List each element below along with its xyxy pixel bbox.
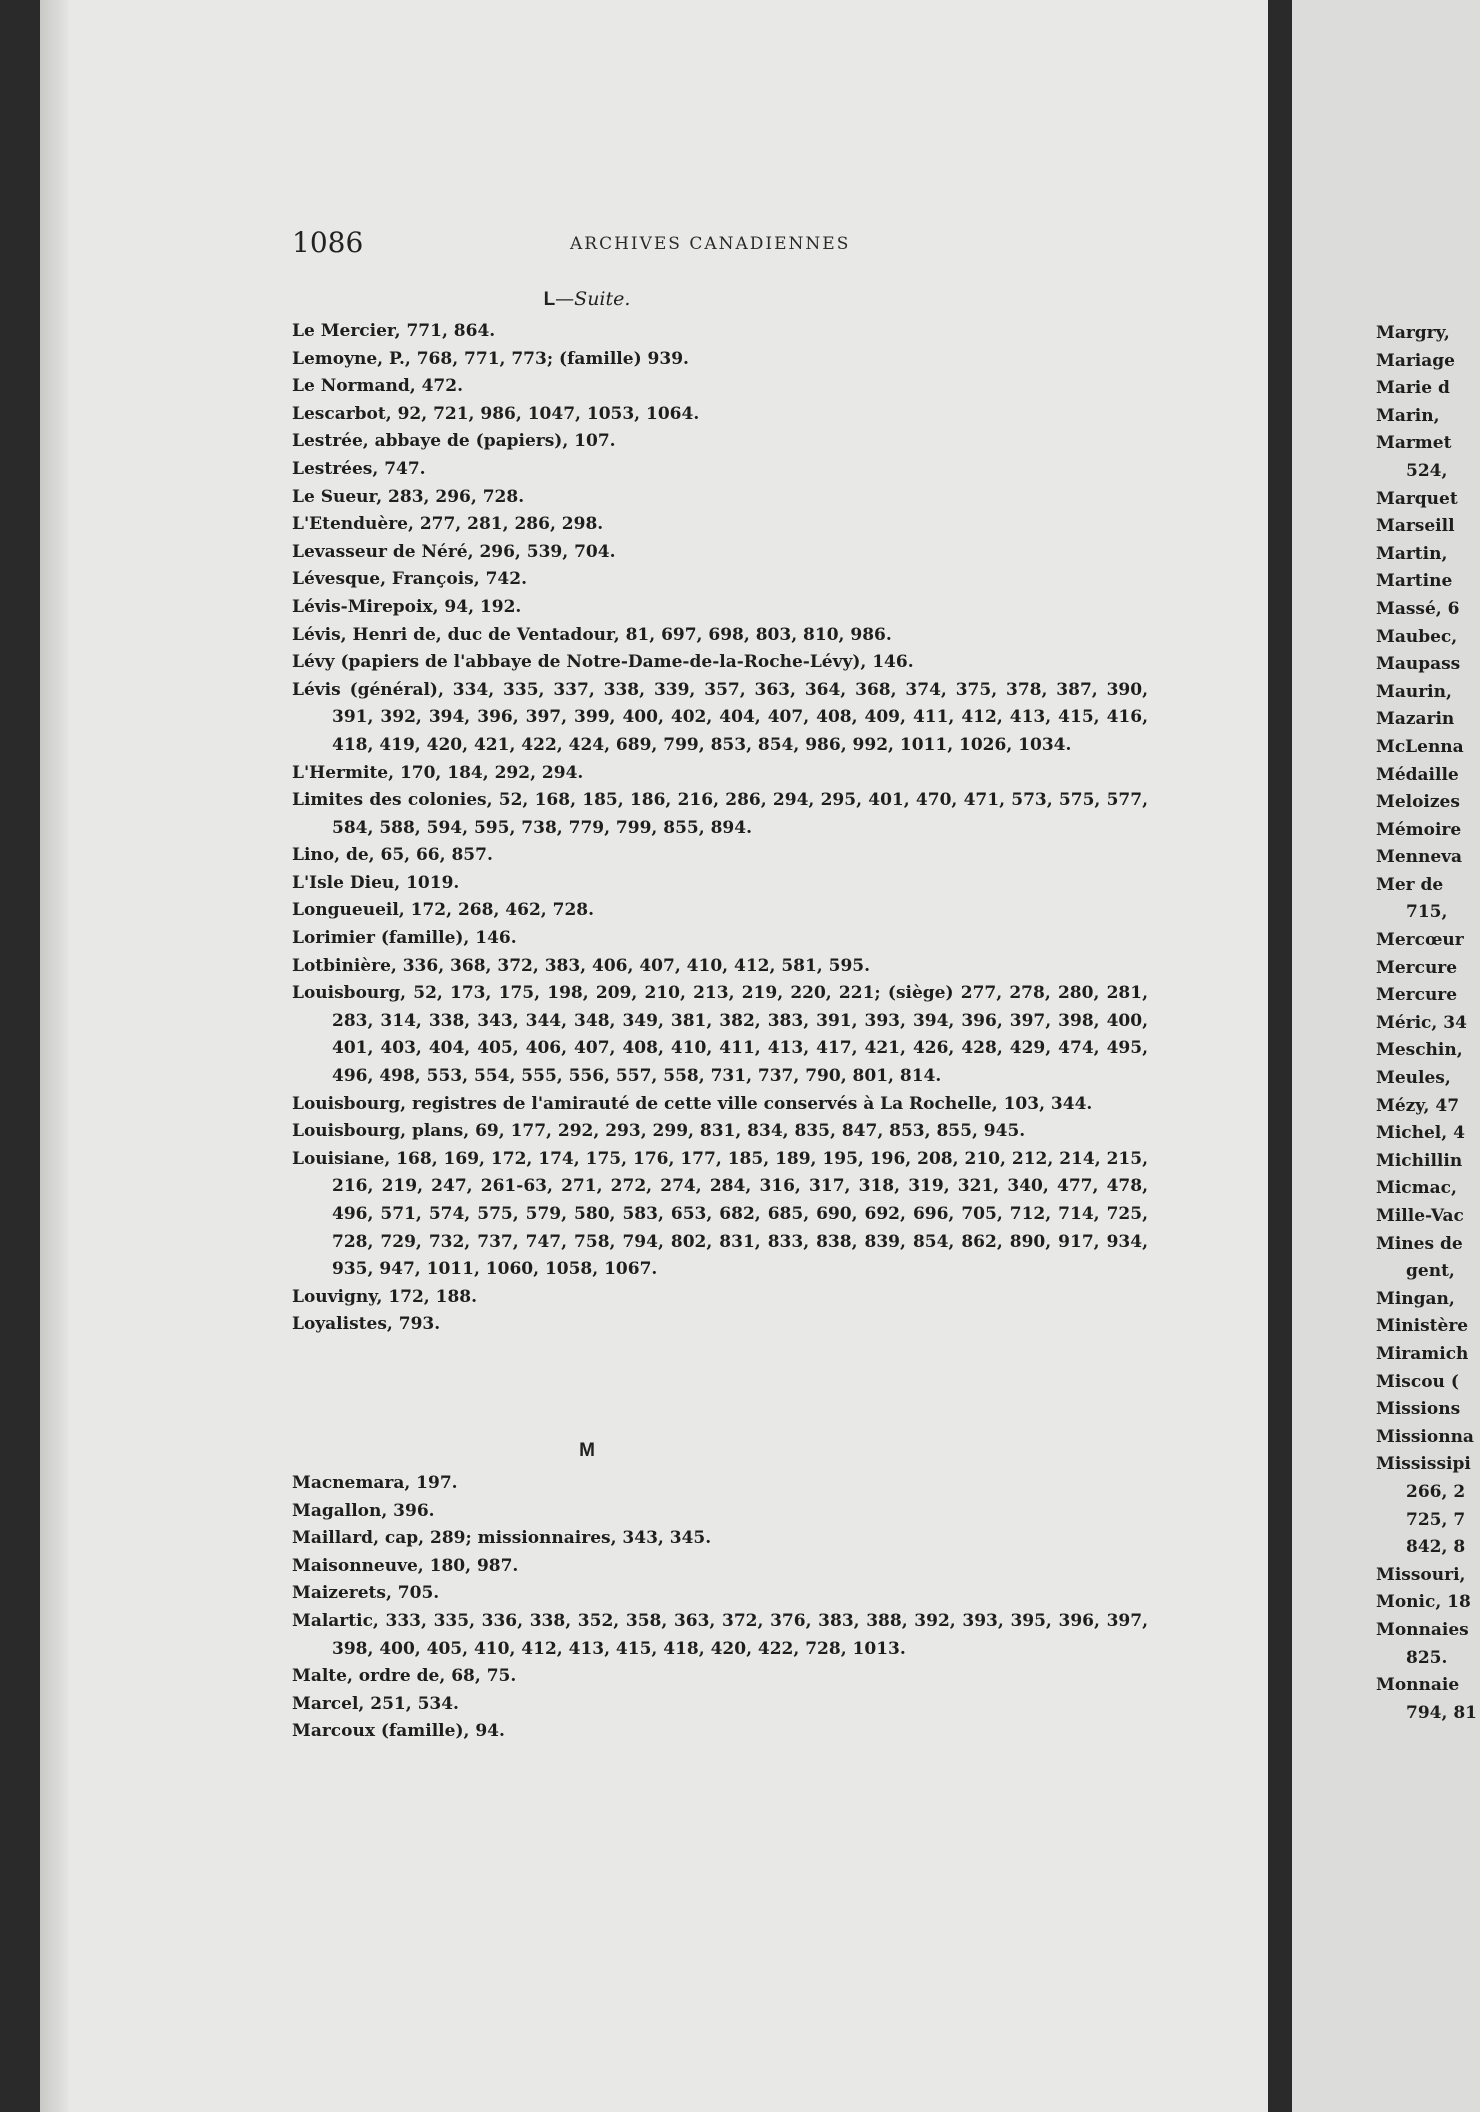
- index-entry: Maisonneuve, 180, 987.: [292, 1555, 519, 1576]
- index-list-m: [292, 1470, 1148, 1746]
- index-entry-fragment: Marseill: [1376, 516, 1455, 537]
- index-entry-fragment: Monnaie: [1376, 1675, 1460, 1696]
- index-entry-fragment: Méric, 34: [1376, 1012, 1467, 1033]
- index-entry-fragment: Marmet: [1376, 433, 1452, 454]
- index-entry: Maizerets, 705.: [292, 1583, 440, 1604]
- index-entry-fragment: Mémoire: [1376, 819, 1462, 840]
- index-entry-fragment: Mercure: [1376, 957, 1458, 978]
- index-entry: Maillard, cap, 289; missionnaires, 343, 345.: [292, 1528, 712, 1549]
- index-entry-fragment: Mézy, 47: [1376, 1095, 1460, 1116]
- index-entry: Macnemara, 197.: [292, 1473, 458, 1493]
- index-entry: Limites des colonies, 52, 168, 185, 186, 216, 286, 294, 295, 401, 470, 471, 573, 575, 577, 584, 588, 594, 595, 738, 779, 799, 855, 894.: [292, 790, 1148, 838]
- index-entry-fragment: Martine: [1376, 571, 1453, 592]
- index-entry: Magallon, 396.: [292, 1500, 435, 1521]
- index-entry: Lévis-Mirepoix, 94, 192.: [292, 596, 522, 617]
- index-entry-fragment: Martin,: [1376, 543, 1448, 564]
- index-entry: Le Normand, 472.: [292, 376, 464, 397]
- index-entry: Marcoux (famille), 94.: [292, 1721, 505, 1742]
- index-entry-fragment: Mercure: [1376, 985, 1458, 1006]
- index-entry-fragment: Michillin: [1376, 1150, 1463, 1171]
- page-edge: [40, 0, 68, 2112]
- index-entry: Lévis (général), 334, 335, 337, 338, 339, 357, 363, 364, 368, 374, 375, 378, 387, 390, 391, 392, 394, 396, 397, 399, 400, 402, 404, 407, 408, 409, 411, 412, 413, 415, 416, 418, 419, 420, 421, 422, 424, 689, 799, 853, 854, 986, 992, 1011, 1026, 1034.: [292, 679, 1148, 755]
- index-entry: Malartic, 333, 335, 336, 338, 352, 358, 363, 372, 376, 383, 388, 392, 393, 395, 396, 397, 398, 400, 405, 410, 412, 413, 415, 418, 420, 422, 728, 1013.: [292, 1610, 1148, 1659]
- index-entry-fragment: 725, 7: [1406, 1509, 1466, 1530]
- index-entry: Lévy (papiers de l'abbaye de Notre-Dame-de-la-Roche-Lévy), 146.: [292, 652, 914, 673]
- index-entry: Louisbourg, registres de l'amirauté de cette ville conservés à La Rochelle, 103, 344.: [292, 1093, 1093, 1114]
- index-entry: L'Etenduère, 277, 281, 286, 298.: [292, 514, 604, 535]
- index-entry: L'Isle Dieu, 1019.: [292, 872, 460, 893]
- index-entry: Louisiane, 168, 169, 172, 174, 175, 176, 177, 185, 189, 195, 196, 208, 210, 212, 214, 215, 216, 219, 247, 261-63, 271, 272, 274, 284, 316, 317, 318, 319, 321, 340, 477, 478, 496, 571, 574, 575, 579, 580, 583, 653, 682, 685, 690, 692, 696, 705, 712, 714, 725, 728, 729, 732, 737, 747, 758, 794, 802, 831, 833, 838, 839, 854, 862, 890, 917, 934, 935, 947, 1011, 1060, 1058, 1067.: [292, 1148, 1148, 1280]
- index-entry: Lescarbot, 92, 721, 986, 1047, 1053, 1064.: [292, 403, 700, 424]
- index-entry-fragment: Ministère: [1376, 1316, 1469, 1337]
- index-entry-fragment: Marquet: [1376, 488, 1458, 509]
- index-entry: Louisbourg, plans, 69, 177, 292, 293, 299, 831, 834, 835, 847, 853, 855, 945.: [292, 1121, 1026, 1142]
- index-entry-fragment: Mer de: [1376, 874, 1444, 895]
- index-entry: Malte, ordre de, 68, 75.: [292, 1666, 517, 1687]
- index-entry-fragment: 524,: [1406, 460, 1448, 481]
- section-heading-l: [292, 288, 882, 311]
- index-entry-fragment: 842, 8: [1406, 1537, 1466, 1558]
- index-entry-fragment: 825.: [1406, 1647, 1448, 1668]
- index-entry-fragment: Margry,: [1376, 323, 1450, 343]
- index-entry: Levasseur de Néré, 296, 539, 704.: [292, 541, 616, 562]
- index-entry-fragment: Missionna: [1376, 1426, 1474, 1447]
- index-entry-fragment: Missouri,: [1376, 1564, 1466, 1585]
- index-entry-fragment: Menneva: [1376, 847, 1463, 868]
- index-entry-fragment: 715,: [1406, 902, 1448, 923]
- index-entry-fragment: Monnaies: [1376, 1619, 1469, 1640]
- section-letter-l: L: [543, 289, 556, 310]
- index-entry: Marcel, 251, 534.: [292, 1693, 459, 1714]
- index-entry: Lino, de, 65, 66, 857.: [292, 845, 493, 866]
- running-title: ARCHIVES CANADIENNES: [570, 234, 851, 254]
- index-entry-fragment: Maubec,: [1376, 626, 1458, 647]
- index-entry: L'Hermite, 170, 184, 292, 294.: [292, 762, 584, 783]
- index-entry-fragment: Meloizes: [1376, 792, 1460, 813]
- index-entry-fragment: gent,: [1406, 1261, 1455, 1282]
- index-entry: Le Sueur, 283, 296, 728.: [292, 486, 525, 507]
- index-entry: Louvigny, 172, 188.: [292, 1286, 478, 1307]
- index-entry-fragment: Michel, 4: [1376, 1123, 1465, 1144]
- index-entry: Lestrées, 747.: [292, 458, 426, 479]
- index-entry-fragment: Marin,: [1376, 405, 1440, 426]
- index-entry-fragment: Mercœur: [1376, 930, 1464, 951]
- index-entry-fragment: Monic, 18: [1376, 1592, 1471, 1613]
- index-entry-fragment: Mariage: [1376, 350, 1455, 371]
- index-entry-fragment: Mazarin: [1376, 709, 1455, 730]
- index-entry-fragment: Meschin,: [1376, 1040, 1463, 1061]
- index-entry-fragment: Massé, 6: [1376, 598, 1460, 619]
- index-entry-fragment: Maupass: [1376, 654, 1461, 675]
- index-entry-fragment: McLenna: [1376, 736, 1464, 757]
- index-entry-fragment: Missions: [1376, 1399, 1461, 1420]
- page-number: 1086: [292, 226, 364, 259]
- page-header: [292, 226, 882, 262]
- index-entry: Lévis, Henri de, duc de Ventadour, 81, 697, 698, 803, 810, 986.: [292, 624, 892, 645]
- section-heading-m: [292, 1440, 882, 1462]
- index-entry-fragment: Médaille: [1376, 764, 1459, 785]
- index-entry-fragment: Micmac,: [1376, 1178, 1457, 1199]
- index-list-l: [292, 318, 1148, 1339]
- section-suffix: —Suite.: [555, 288, 631, 310]
- index-entry-fragment: 266, 2: [1406, 1481, 1466, 1502]
- index-entry-fragment: Mississipi: [1376, 1454, 1471, 1475]
- index-entry: Louisbourg, 52, 173, 175, 198, 209, 210, 213, 219, 220, 221; (siège) 277, 278, 280, 281, 283, 314, 338, 343, 344, 348, 349, 381, 382, 383, 391, 393, 394, 396, 397, 398, 400, 401, 403, 404, 405, 406, 407, 408, 410, 411, 413, 417, 421, 426, 428, 429, 474, 495, 496, 498, 553, 554, 555, 556, 557, 558, 731, 737, 790, 801, 814.: [292, 983, 1148, 1087]
- index-entry: Lotbinière, 336, 368, 372, 383, 406, 407, 410, 412, 581, 595.: [292, 955, 871, 976]
- index-entry-fragment: Maurin,: [1376, 681, 1452, 702]
- index-entry-fragment: 794, 81: [1406, 1702, 1477, 1723]
- index-entry-fragment: Mingan,: [1376, 1288, 1455, 1309]
- section-letter-m: M: [579, 1440, 595, 1461]
- index-entry-fragment: Meules,: [1376, 1068, 1451, 1089]
- index-entry-fragment: Marie d: [1376, 378, 1450, 399]
- index-entry: Lorimier (famille), 146.: [292, 928, 517, 949]
- index-entry: Lemoyne, P., 768, 771, 773; (famille) 939.: [292, 348, 689, 369]
- index-entry: Le Mercier, 771, 864.: [292, 321, 496, 341]
- index-entry-fragment: Mille-Vac: [1376, 1206, 1464, 1226]
- right-page-index-fragments: [1376, 320, 1477, 1727]
- index-entry: Lestrée, abbaye de (papiers), 107.: [292, 431, 616, 452]
- index-entry-fragment: Miscou (: [1376, 1371, 1459, 1392]
- index-entry: Lévesque, François, 742.: [292, 569, 527, 590]
- index-entry: Longueueil, 172, 268, 462, 728.: [292, 900, 595, 921]
- index-entry-fragment: Mines de: [1376, 1233, 1463, 1254]
- index-entry-fragment: Miramich: [1376, 1343, 1469, 1364]
- index-entry: Loyalistes, 793.: [292, 1314, 441, 1335]
